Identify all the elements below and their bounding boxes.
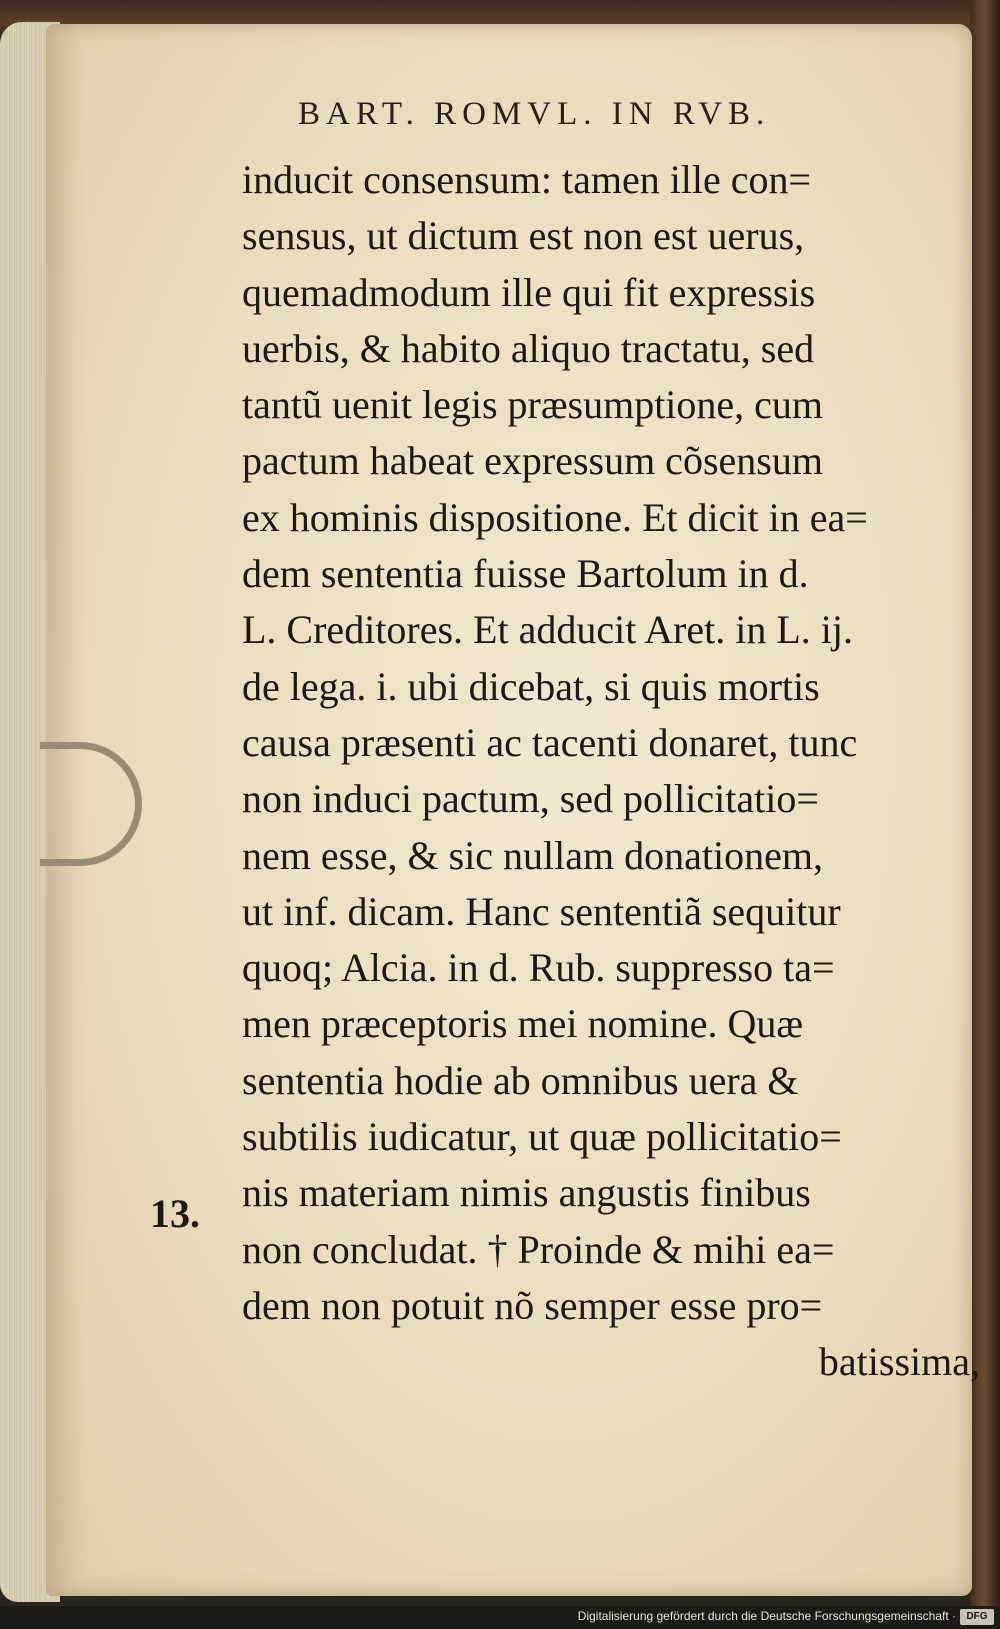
text-line: causa præsenti ac tacenti donaret, tunc <box>242 719 858 765</box>
text-line: quemadmodum ille qui fit expressis <box>242 269 816 315</box>
text-line: ex hominis dispositione. Et dicit in ea= <box>242 494 868 540</box>
text-line: non induci pactum, sed pollicitatio= <box>242 776 819 822</box>
text-block <box>242 152 980 1391</box>
text-line: quoq; Alcia. in d. Rub. suppresso ta= <box>242 945 835 991</box>
catchword-line: batissima, <box>818 1339 980 1385</box>
margin-number: 13. <box>150 1191 200 1236</box>
running-head: BART. ROMVL. IN RVB. <box>298 96 771 132</box>
text-line: nis materiam nimis angustis finibus <box>242 1170 811 1216</box>
text-line: nem esse, & sic nullam donationem, <box>242 832 823 878</box>
text-line: inducit consensum: tamen ille con= <box>242 157 812 202</box>
text-line: dem sententia fuisse Bartolum in d. <box>242 551 809 597</box>
text-line: dem non potuit nõ semper esse pro= <box>242 1282 823 1328</box>
text-line: subtilis iudicatur, ut quæ pollicitatio= <box>242 1114 842 1160</box>
dfg-logo: DFG <box>960 1609 994 1625</box>
text-line: uerbis, & habito aliquo tractatu, sed <box>242 325 815 371</box>
text-line: ut inf. dicam. Hanc sententiã sequitur <box>242 888 841 934</box>
text-line: men præceptoris mei nomine. Quæ <box>242 1001 804 1047</box>
text-line: sensus, ut dictum est non est uerus, <box>242 213 805 259</box>
text-line: de lega. i. ubi dicebat, si quis mortis <box>242 663 820 709</box>
text-line: non concludat. † Proinde & mihi ea= <box>242 1226 835 1272</box>
text-line: sententia hodie ab omnibus uera & <box>242 1057 799 1103</box>
text-line: L. Creditores. Et adducit Aret. in L. ij. <box>242 607 853 653</box>
text-line: tantũ uenit legis præsumptione, cum <box>242 382 824 428</box>
text-line: pactum habeat expressum cõsensum <box>242 438 823 484</box>
digitization-credit: Digitalisierung gefördert durch die Deutsche Forschungsgemeinschaft · <box>577 1609 956 1623</box>
page-clip-icon <box>40 742 142 866</box>
